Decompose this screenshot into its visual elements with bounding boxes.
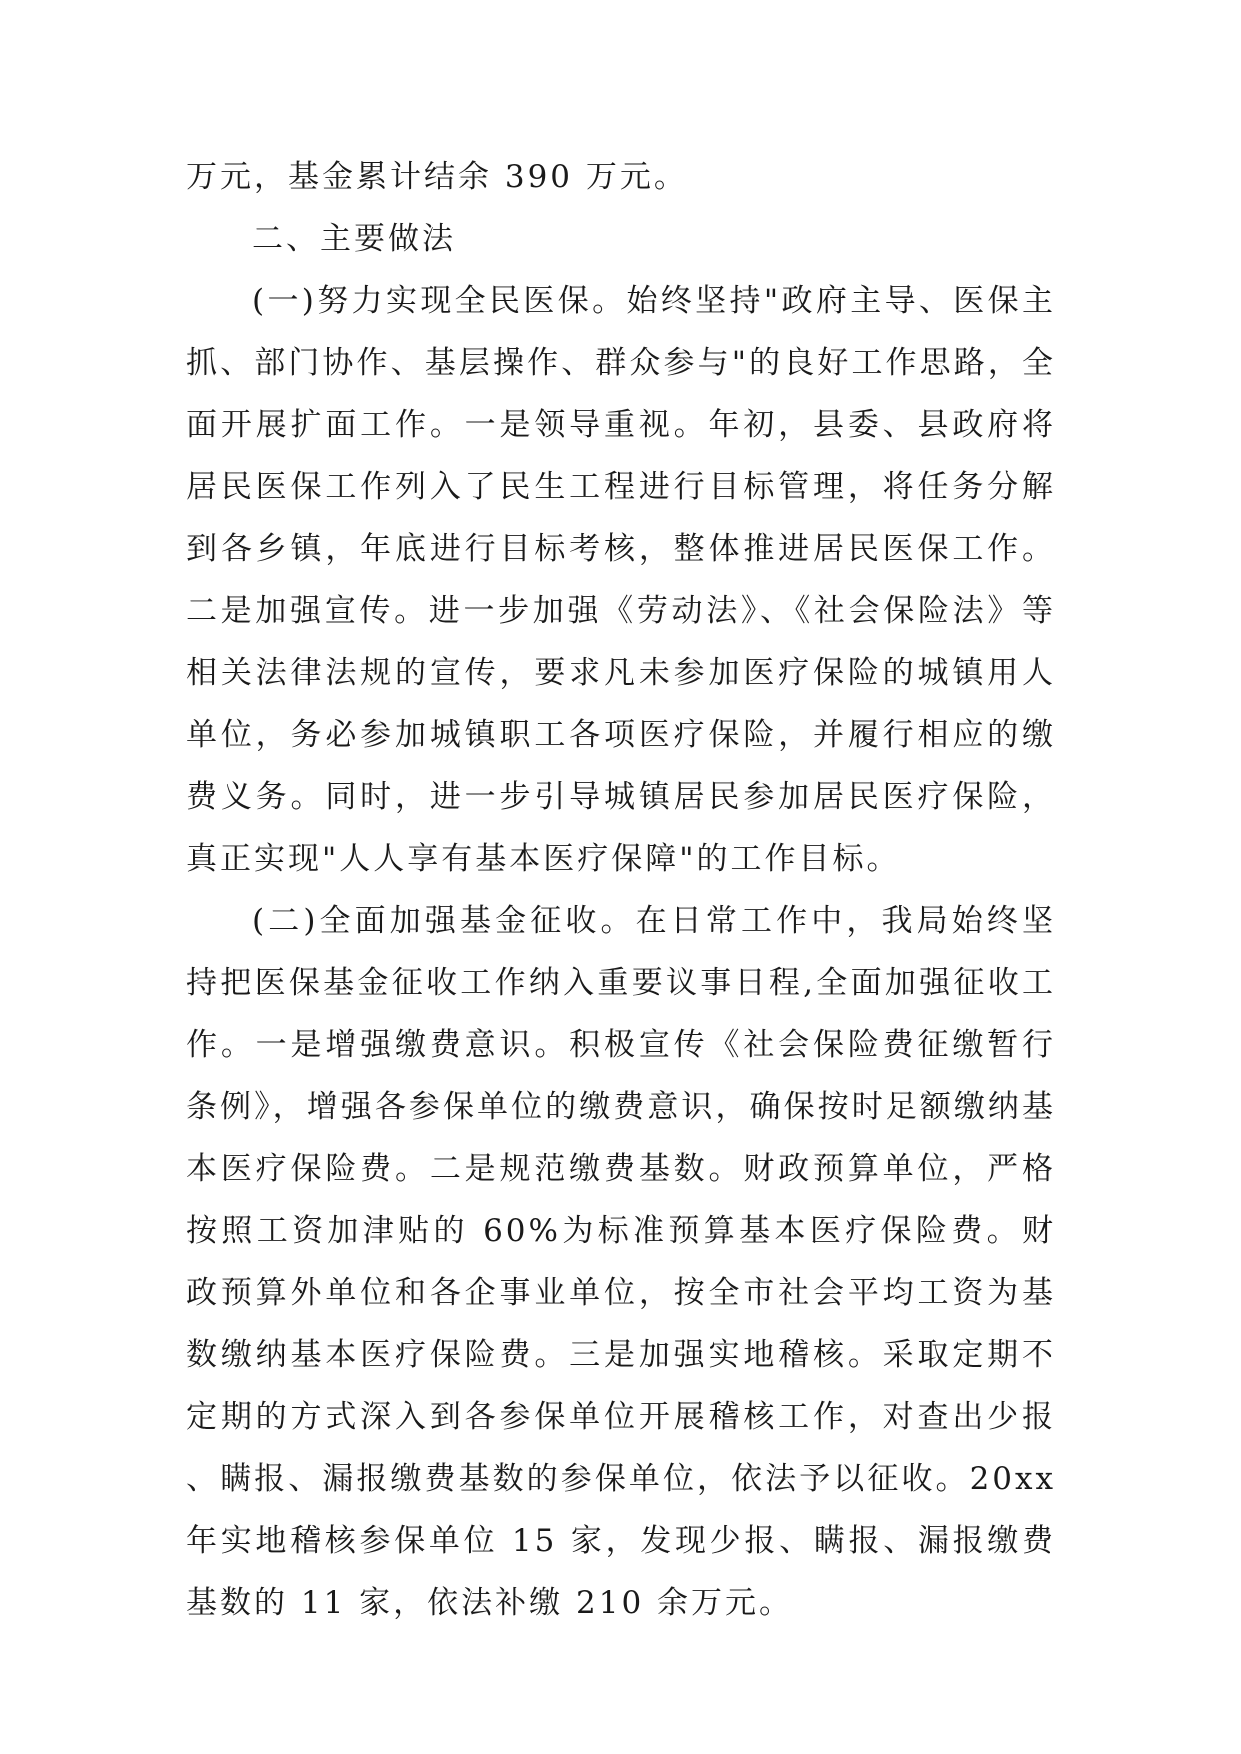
paragraph-universal-insurance: (一)努力实现全民医保。始终坚持"政府主导、医保主抓、部门协作、基层操作、群众参与"的良好工作思路，全面开展扩面工作。一是领导重视。年初，县委、县政府将居民医保工作列入了民生工程进行目标管理，将任务分解到各乡镇，年底进行目标考核，整体推进居民医保工作。二是加强宣传。进一步加强《劳动法》、《社会保险法》等相关法律法规的宣传，要求凡未参加医疗保险的城镇用人单位，务必参加城镇职工各项医疗保险，并履行相应的缴费义务。同时，进一步引导城镇居民参加居民医疗保险，真正实现"人人享有基本医疗保障"的工作目标。 [186,283,1056,877]
section-heading-main-practices: 二、主要做法 [252,221,456,257]
paragraph-fund-collection: (二)全面加强基金征收。在日常工作中，我局始终坚持把医保基金征收工作纳入重要议事日程,全面加强征收工作。一是增强缴费意识。积极宣传《社会保险费征缴暂行条例》，增强各参保单位的缴费意识，确保按时足额缴纳基本医疗保险费。二是规范缴费基数。财政预算单位，严格按照工资加津贴的 60%为标准预算基本医疗保险费。财政预算外单位和各企事业单位，按全市社会平均工资为基数缴纳基本医疗保险费。三是加强实地稽核。采取定期不定期的方式深入到各参保单位开展稽核工作，对查出少报、瞒报、漏报缴费基数的参保单位，依法予以征收。20xx 年实地稽核参保单位 15 家，发现少报、瞒报、漏报缴费基数的 11 家，依法补缴 210 余万元。 [186,903,1056,1621]
paragraph-fund-balance: 万元，基金累计结余 390 万元。 [186,159,688,195]
document-page [186,146,1056,1634]
